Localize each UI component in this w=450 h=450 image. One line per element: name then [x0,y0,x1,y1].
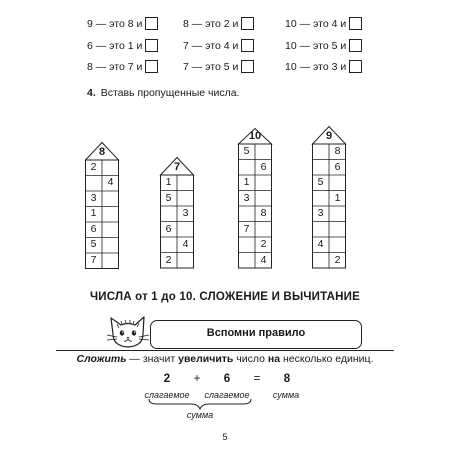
house-cell-number: 5 [90,238,97,251]
equation-text: 8 — это 7 и [87,60,143,73]
house-cell-blank[interactable] [103,206,118,221]
equation [87,17,158,30]
house-cell-number: 5 [243,145,250,158]
house-cell-blank[interactable] [239,206,254,221]
roof-number: 8 [98,145,106,158]
exercise-4-title [87,87,239,99]
house-cell-blank[interactable] [103,160,118,175]
roof-number: 7 [173,161,181,173]
number-house [238,128,272,268]
house-cell-number: 1 [165,176,172,189]
rule-tab [150,320,362,349]
house-cell-number: 2 [165,253,172,266]
house-cell-blank[interactable] [313,160,328,175]
answer-box[interactable] [145,60,158,73]
answer-box[interactable] [145,17,158,30]
equation-text: 9 — это 8 и [87,17,143,30]
house-cell-blank[interactable] [330,222,345,237]
house-cell-number: 3 [182,207,189,220]
house-cell-blank[interactable] [239,237,254,252]
house-cell-blank[interactable] [103,191,118,206]
addend-1-label: слагаемое [144,390,190,400]
answer-box[interactable] [241,17,254,30]
rule-keyword: на [267,353,281,365]
house-cell-blank[interactable] [178,222,193,237]
equation [183,39,254,52]
number-house [160,157,194,268]
equals-sign: = [253,373,261,385]
exercise-instruction: Вставь пропущенные числа. [100,87,240,99]
equation-text: 7 — это 5 и [183,60,239,73]
answer-box[interactable] [349,60,362,73]
equation-text: 7 — это 4 и [183,39,239,52]
house-cell-blank[interactable] [313,253,328,268]
equation [183,17,254,30]
rule-tab-label: Вспомни правило [206,327,306,339]
rule-text-part: — значит [126,353,179,365]
house-cell-number: 3 [317,207,324,220]
answer-box[interactable] [349,17,362,30]
house-cell-number: 1 [334,191,341,204]
equation [87,60,158,73]
house-cell-number: 8 [260,207,267,220]
house-cell-number: 1 [243,176,250,189]
house-cell-number: 6 [165,222,172,235]
equation [285,60,362,73]
page-number: 5 [222,432,228,442]
house-cell-number: 5 [317,176,324,189]
house-cell-blank[interactable] [256,144,271,159]
house-cell-blank[interactable] [178,191,193,206]
house-cell-number: 7 [243,222,250,235]
exercise-number: 4. [87,87,96,99]
answer-box[interactable] [349,39,362,52]
house-cell-number: 5 [165,191,172,204]
house-cell-blank[interactable] [256,191,271,206]
cat-illustration [103,312,153,354]
house-cell-blank[interactable] [313,144,328,159]
addend-1: 2 [163,373,171,385]
divider [56,350,394,351]
house-cell-number: 2 [260,238,267,251]
house-cell-number: 6 [260,160,267,173]
house-cell-number: 7 [90,253,97,266]
house-cell-blank[interactable] [103,237,118,252]
equation [285,39,362,52]
plus-sign: + [193,373,201,385]
answer-box[interactable] [241,39,254,52]
number-house [312,126,346,268]
equation-text: 6 — это 1 и [87,39,143,52]
house-cell-blank[interactable] [330,206,345,221]
house-cell-blank[interactable] [330,175,345,190]
house-cell-blank[interactable] [103,253,118,268]
rule-term: Сложить [76,353,127,365]
house-cell-blank[interactable] [239,253,254,268]
house-cell-blank[interactable] [239,160,254,175]
house-cell-number: 2 [334,253,341,266]
house-cell-number: 4 [107,176,114,189]
roof-number: 10 [248,130,262,142]
house-cell-number: 3 [243,191,250,204]
house-cell-number: 4 [182,238,189,251]
house-cell-blank[interactable] [330,237,345,252]
house-cell-number: 4 [317,238,324,251]
answer-box[interactable] [241,60,254,73]
house-cell-blank[interactable] [86,175,101,190]
equation [285,17,362,30]
answer-box[interactable] [145,39,158,52]
house-cell-blank[interactable] [161,237,176,252]
house-cell-number: 8 [334,145,341,158]
rule-keyword: увеличить [178,353,234,365]
house-cell-number: 1 [90,207,97,220]
house-cell-blank[interactable] [313,222,328,237]
rule-text [56,353,394,365]
house-cell-number: 6 [90,222,97,235]
house-cell-blank[interactable] [161,206,176,221]
house-cell-number: 2 [90,160,97,173]
house-cell-blank[interactable] [256,175,271,190]
house-cell-number: 3 [90,191,97,204]
house-cell-blank[interactable] [256,222,271,237]
section-title: ЧИСЛА от 1 до 10. СЛОЖЕНИЕ И ВЫЧИТАНИЕ [90,291,360,303]
house-cell-blank[interactable] [178,253,193,268]
rule-text-part: несколько единиц. [280,353,374,365]
equation-text: 10 — это 5 и [285,39,347,52]
sum-caption: сумма [186,410,214,420]
addend-2: 6 [223,373,231,385]
equation-text: 10 — это 3 и [285,60,347,73]
house-cell-blank[interactable] [178,175,193,190]
equation [183,60,254,73]
equation-text: 8 — это 2 и [183,17,239,30]
equation [87,39,158,52]
number-house [85,142,119,269]
house-cell-number: 4 [260,253,267,266]
house-cell-blank[interactable] [313,191,328,206]
equation-text: 10 — это 4 и [285,17,347,30]
rule-text-part: число [233,353,268,365]
sum-label: сумма [272,390,300,400]
sum-value: 8 [283,373,291,385]
roof-number: 9 [325,130,333,142]
addend-2-label: слагаемое [204,390,250,400]
house-cell-number: 6 [334,160,341,173]
house-cell-blank[interactable] [103,222,118,237]
